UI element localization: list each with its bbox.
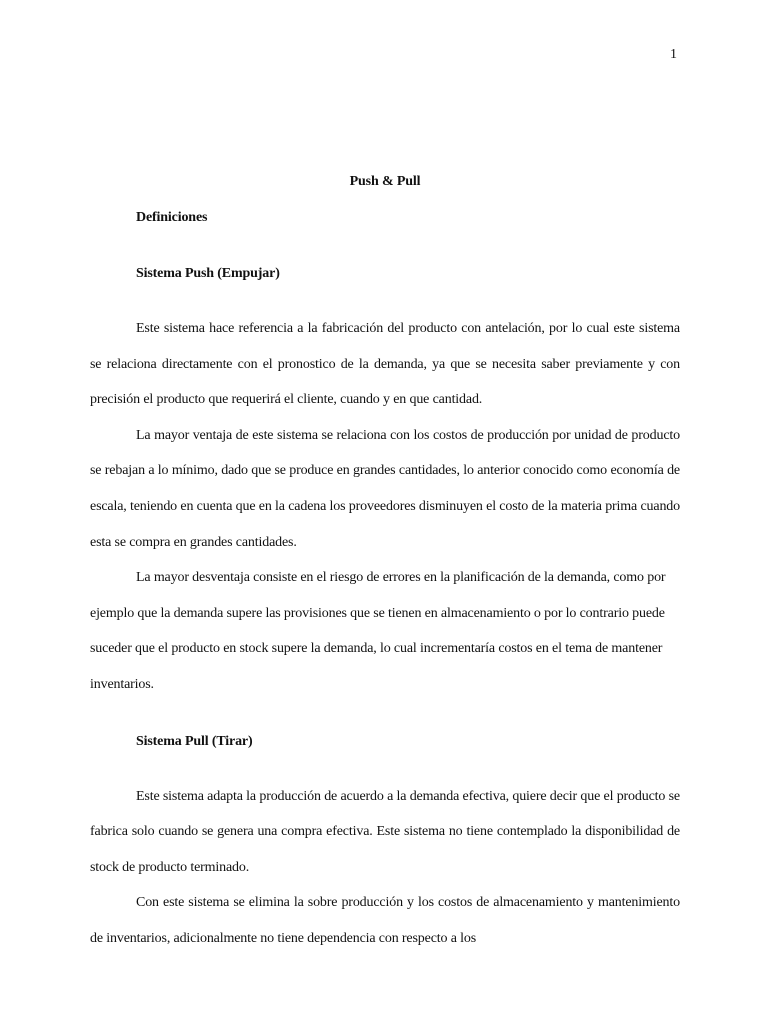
definitions-heading: Definiciones (136, 210, 208, 225)
pull-paragraph-1: Este sistema adapta la producción de acuerdo a la demanda efectiva, quiere decir que el producto se fabrica solo cuando se genera una compra efectiva. Este sistema no tiene contemplado la disponibilidad de stock de producto terminado. (90, 788, 680, 875)
push-section-heading: Sistema Push (Empujar) (136, 266, 280, 281)
pull-paragraph-2: Con este sistema se elimina la sobre producción y los costos de almacenamiento y mantenimiento de inventarios, adicionalmente no tiene dependencia con respecto a los (90, 895, 680, 946)
push-paragraph-1: Este sistema hace referencia a la fabricación del producto con antelación, por lo cual este sistema se relaciona directamente con el pronostico de la demanda, ya que se necesita saber previamente y con precisión el producto que requerirá el cliente, cuando y en que cantidad. (90, 321, 680, 408)
document-title: Push & Pull (349, 174, 421, 189)
page-number: 1 (670, 47, 677, 62)
pull-section-heading: Sistema Pull (Tirar) (136, 733, 253, 749)
push-section-body (90, 311, 680, 703)
document-body (90, 172, 680, 957)
push-paragraph-3: La mayor desventaja consiste en el riesgo de errores en la planificación de la demanda, como por ejemplo que la demanda supere las provisiones que se tienen en almacenamiento o por lo contrario puede suceder que el producto en stock supere la demanda, lo cual incrementaría costos en el tema de mantener inventarios. (90, 570, 666, 692)
pull-section-body (90, 779, 680, 957)
push-paragraph-2: La mayor ventaja de este sistema se relaciona con los costos de producción por unidad de producto se rebajan a lo mínimo, dado que se produce en grandes cantidades, lo anterior conocido como economía de escala, teniendo en cuenta que en la cadena los proveedores disminuyen el costo de la materia prima cuando esta se compra en grandes cantidades. (90, 427, 680, 550)
